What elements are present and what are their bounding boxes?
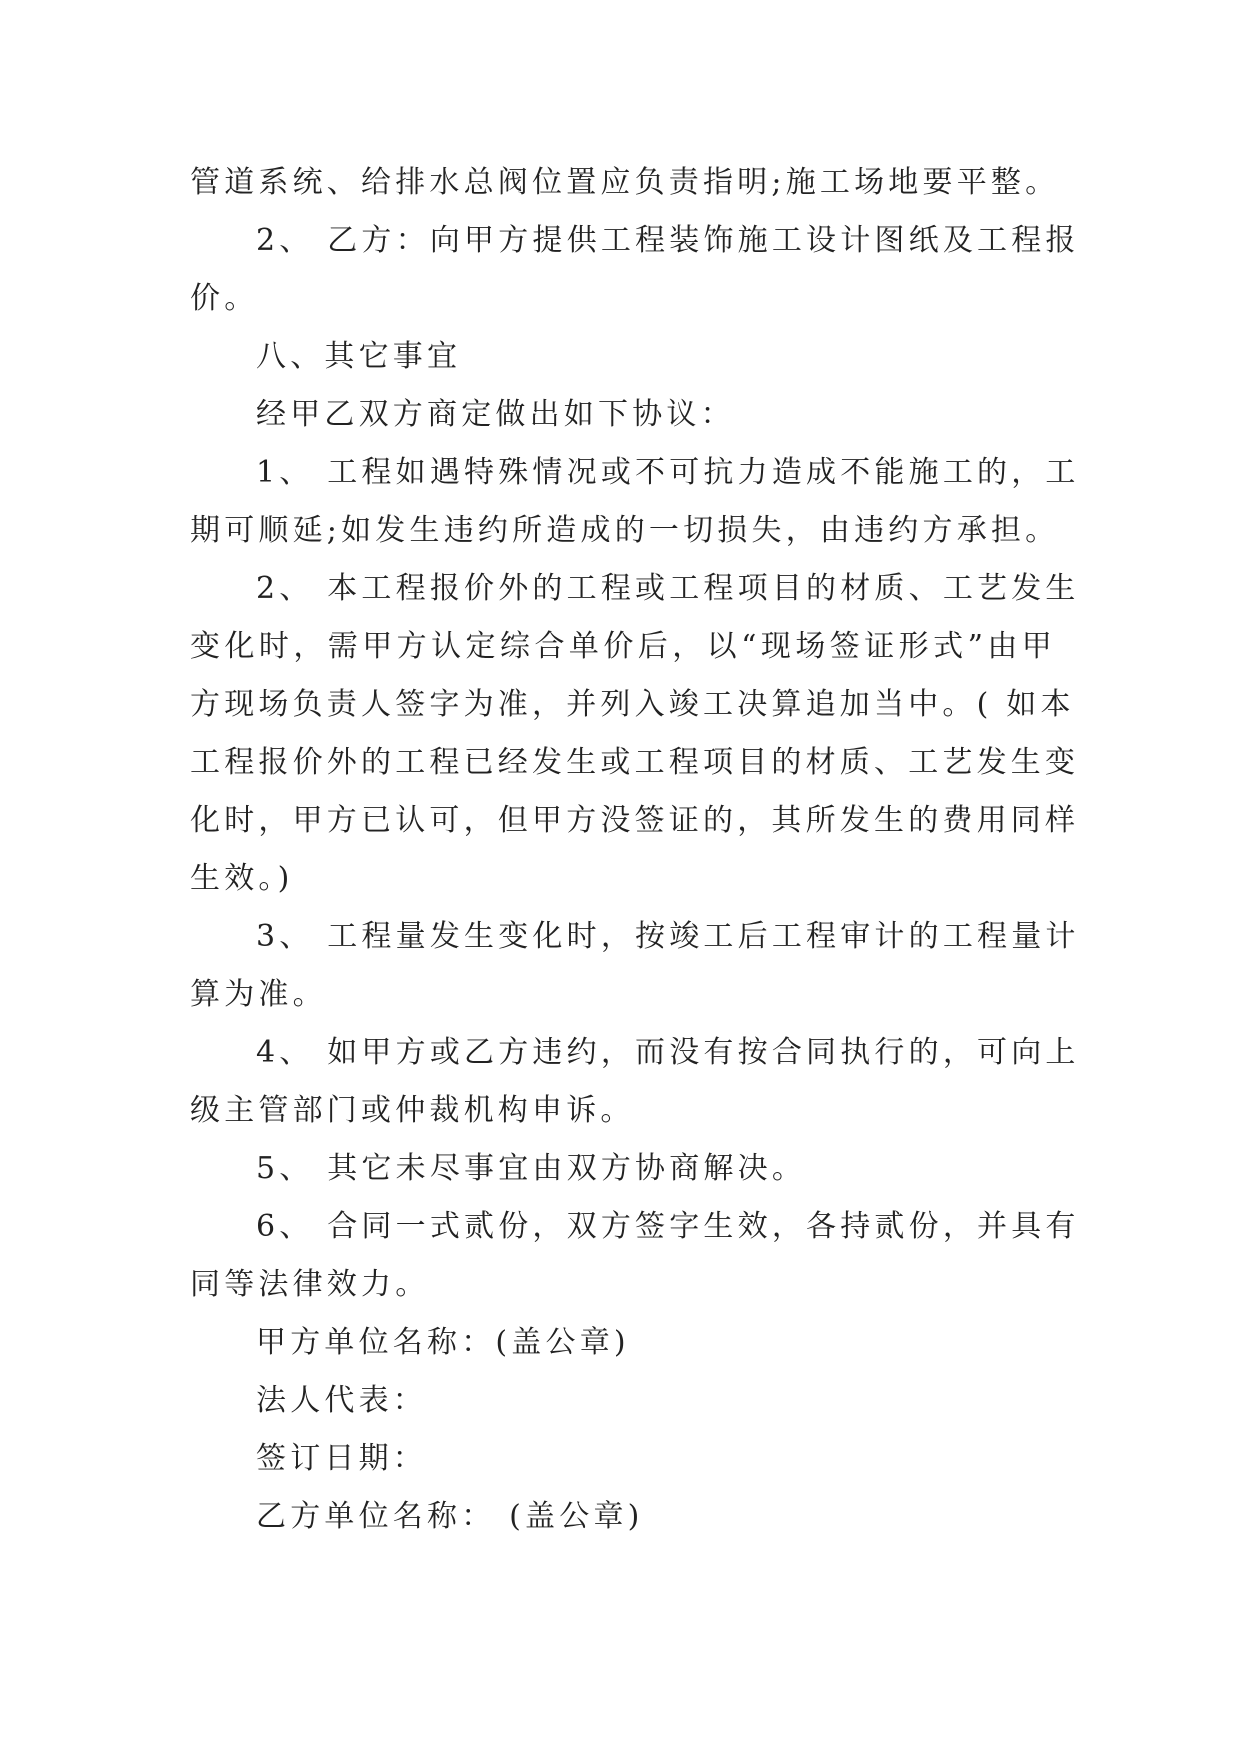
paragraph-line: 方现场负责人签字为准，并列入竣工决算追加当中。( 如本	[190, 687, 1075, 722]
section-heading-other-matters	[190, 328, 1056, 386]
signature-party-b-name	[190, 1488, 1056, 1546]
paragraph-line: 5、 其它未尽事宜由双方协商解决。	[256, 1151, 807, 1186]
paragraph-line: 1、 工程如遇特殊情况或不可抗力造成不能施工的，工	[256, 455, 1080, 490]
signature-legal-representative	[190, 1372, 1056, 1430]
paragraph-line: 工程报价外的工程已经发生或工程项目的材质、工艺发生变	[190, 745, 1080, 780]
clause-2-extra-work	[190, 560, 1080, 908]
paragraph-line: 2、 本工程报价外的工程或工程项目的材质、工艺发生	[256, 571, 1080, 606]
paragraph-line: 4、 如甲方或乙方违约，而没有按合同执行的，可向上	[256, 1035, 1080, 1070]
paragraph-line: 管道系统、给排水总阀位置应负责指明;施工场地要平整。	[190, 165, 1060, 200]
paragraph-line: 化时，甲方已认可，但甲方没签证的，其所发生的费用同样	[190, 803, 1080, 838]
paragraph-line: 级主管部门或仲裁机构申诉。	[190, 1093, 635, 1128]
signature-party-a-name	[190, 1314, 1056, 1372]
signature-line: 甲方单位名称：(盖公章)	[256, 1325, 630, 1360]
signature-line: 乙方单位名称： (盖公章)	[256, 1499, 644, 1534]
paragraph-line: 经甲乙双方商定做出如下协议：	[256, 397, 735, 432]
paragraph-line: 变化时，需甲方认定综合单价后，以“现场签证形式”由甲	[190, 629, 1056, 664]
paragraph-line: 生效。)	[190, 861, 294, 896]
paragraph-line: 期可顺延;如发生违约所造成的一切损失，由违约方承担。	[190, 513, 1060, 548]
paragraph-line: 3、 工程量发生变化时，按竣工后工程审计的工程量计	[256, 919, 1080, 954]
document-body	[190, 154, 1080, 1546]
section-heading: 八、其它事宜	[256, 339, 462, 374]
paragraph-line: 6、 合同一式贰份，双方签字生效，各持贰份，并具有	[256, 1209, 1080, 1244]
paragraph-line: 2、 乙方：向甲方提供工程装饰施工设计图纸及工程报	[256, 223, 1080, 258]
signature-line: 签订日期：	[256, 1441, 427, 1476]
paragraph-line: 同等法律效力。	[190, 1267, 430, 1302]
clause-5-other-matters	[190, 1140, 1056, 1198]
paragraph-agreement-intro	[190, 386, 1056, 444]
clause-6-copies	[190, 1198, 1080, 1314]
clause-1-force-majeure	[190, 444, 1080, 560]
signature-date	[190, 1430, 1056, 1488]
paragraph-party-b-duty	[190, 212, 1080, 328]
signature-line: 法人代表：	[256, 1383, 427, 1418]
clause-3-quantity-change	[190, 908, 1080, 1024]
paragraph-line: 算为准。	[190, 977, 327, 1012]
paragraph-line: 价。	[190, 281, 259, 316]
clause-4-breach-appeal	[190, 1024, 1080, 1140]
paragraph-site-requirements	[190, 154, 1060, 212]
